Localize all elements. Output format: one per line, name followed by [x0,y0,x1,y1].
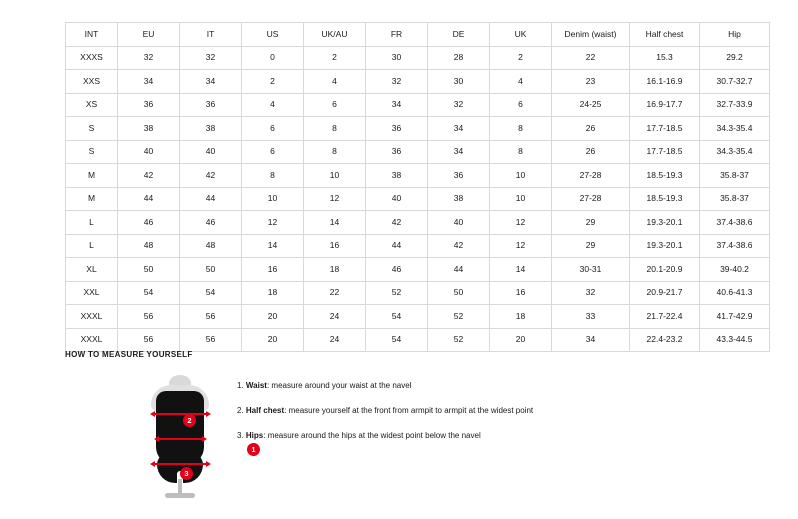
table-cell: 54 [118,281,180,305]
table-cell: 15.3 [630,46,700,70]
table-header-cell: US [242,23,304,47]
table-cell: 17.7-18.5 [630,117,700,141]
table-cell: 18.5-19.3 [630,187,700,211]
table-cell: 50 [118,258,180,282]
table-row [66,281,770,305]
table-cell: 27-28 [552,187,630,211]
table-row [66,46,770,70]
table-cell: 32 [366,70,428,94]
measure-note-text: : measure around the hips at the widest point below the navel [263,431,481,440]
table-row [66,93,770,117]
table-row [66,187,770,211]
table-row [66,258,770,282]
table-cell: 14 [490,258,552,282]
table-cell: 19.3-20.1 [630,211,700,235]
table-cell: 23 [552,70,630,94]
table-row [66,211,770,235]
table-cell: 8 [242,164,304,188]
table-cell: XXS [66,70,118,94]
table-cell: 34 [366,93,428,117]
table-cell: 54 [366,328,428,352]
table-cell: 4 [242,93,304,117]
badge-waist: 1 [247,443,260,456]
table-cell: 16 [490,281,552,305]
table-cell: 10 [490,164,552,188]
measure-note-text: : measure around your waist at the navel [266,381,412,390]
table-cell: 20.1-20.9 [630,258,700,282]
table-cell: 14 [242,234,304,258]
table-cell: 12 [490,234,552,258]
table-cell: 29 [552,211,630,235]
table-cell: M [66,187,118,211]
table-cell: 4 [304,70,366,94]
table-cell: 30 [428,70,490,94]
table-cell: 37.4-38.6 [700,234,770,258]
table-header-cell: IT [180,23,242,47]
measure-note-text: : measure yourself at the front from armpit to armpit at the widest point [284,406,534,415]
table-cell: 12 [242,211,304,235]
badge-half-chest: 2 [183,414,196,427]
table-cell: 22.4-23.2 [630,328,700,352]
table-cell: 20 [490,328,552,352]
size-chart-table-wrapper [65,22,753,352]
hip-measure-line [153,463,207,465]
table-cell: L [66,211,118,235]
table-header-cell: UK/AU [304,23,366,47]
measure-note-number: 3. [237,431,244,440]
table-cell: 56 [180,305,242,329]
table-header-cell: Denim (waist) [552,23,630,47]
mannequin-stand-base [165,493,195,498]
table-cell: 41.7-42.9 [700,305,770,329]
table-cell: 30 [366,46,428,70]
waist-arrow-right-icon [202,436,207,442]
table-cell: 44 [428,258,490,282]
measure-note-number: 1. [237,381,244,390]
table-cell: 50 [180,258,242,282]
table-cell: 24-25 [552,93,630,117]
table-cell: 20.9-21.7 [630,281,700,305]
table-cell: 36 [118,93,180,117]
table-row [66,140,770,164]
table-cell: 56 [118,305,180,329]
table-cell: 10 [490,187,552,211]
table-header-cell: UK [490,23,552,47]
table-cell: 50 [428,281,490,305]
table-cell: 40 [180,140,242,164]
table-cell: 8 [304,140,366,164]
half-chest-arrow-left-icon [150,411,155,417]
table-cell: 20 [242,328,304,352]
table-cell: 8 [490,140,552,164]
hip-arrow-right-icon [206,461,211,467]
measure-note [237,406,733,416]
table-cell: 16 [242,258,304,282]
table-cell: 26 [552,117,630,141]
table-row [66,117,770,141]
table-cell: XXL [66,281,118,305]
table-body [66,46,770,352]
how-to-measure-section [65,350,733,496]
table-cell: 36 [180,93,242,117]
table-cell: 2 [242,70,304,94]
measure-note-term: Half chest [245,406,285,415]
table-cell: 40 [366,187,428,211]
table-row [66,328,770,352]
table-cell: 40 [428,211,490,235]
table-cell: 18.5-19.3 [630,164,700,188]
table-cell: 29.2 [700,46,770,70]
table-cell: 44 [366,234,428,258]
table-cell: 30-31 [552,258,630,282]
hip-arrow-left-icon [150,461,155,467]
table-cell: 10 [242,187,304,211]
table-cell: 18 [490,305,552,329]
table-cell: XS [66,93,118,117]
table-cell: 54 [180,281,242,305]
table-cell: S [66,117,118,141]
table-cell: 46 [180,211,242,235]
table-header-row [66,23,770,47]
measure-note [237,431,733,441]
table-cell: 46 [366,258,428,282]
measure-note [237,381,733,391]
size-chart-table [65,22,770,352]
table-cell: 38 [366,164,428,188]
table-cell: 36 [428,164,490,188]
table-cell: 18 [242,281,304,305]
table-cell: 6 [490,93,552,117]
table-cell: 12 [304,187,366,211]
table-cell: 44 [180,187,242,211]
half-chest-measure-line [153,413,207,415]
table-cell: 35.8-37 [700,164,770,188]
half-chest-arrow-right-icon [206,411,211,417]
measure-note-term: Hips [245,431,264,440]
table-cell: 37.4-38.6 [700,211,770,235]
table-cell: 24 [304,328,366,352]
table-cell: 34 [428,140,490,164]
table-cell: L [66,234,118,258]
table-cell: M [66,164,118,188]
waist-measure-line [157,438,203,440]
table-cell: XXXS [66,46,118,70]
table-cell: 38 [118,117,180,141]
table-cell: 52 [428,305,490,329]
waist-arrow-left-icon [154,436,159,442]
badge-hips: 3 [180,467,193,480]
table-cell: 34.3-35.4 [700,117,770,141]
table-cell: 18 [304,258,366,282]
table-cell: 21.7-22.4 [630,305,700,329]
table-cell: 36 [366,140,428,164]
table-cell: 43.3-44.5 [700,328,770,352]
table-cell: XXXL [66,328,118,352]
table-header-cell: EU [118,23,180,47]
table-cell: 16 [304,234,366,258]
table-cell: 32 [180,46,242,70]
table-cell: 48 [180,234,242,258]
table-cell: 52 [366,281,428,305]
table-cell: 56 [180,328,242,352]
table-cell: 54 [366,305,428,329]
table-cell: 34 [552,328,630,352]
table-cell: 42 [428,234,490,258]
table-cell: 34 [180,70,242,94]
table-cell: 35.8-37 [700,187,770,211]
table-cell: 56 [118,328,180,352]
table-cell: 42 [180,164,242,188]
table-cell: 10 [304,164,366,188]
table-cell: 32 [552,281,630,305]
table-cell: 44 [118,187,180,211]
table-row [66,164,770,188]
table-cell: 48 [118,234,180,258]
how-to-measure-body [65,371,733,496]
table-cell: S [66,140,118,164]
table-cell: XXXL [66,305,118,329]
how-to-measure-title: HOW TO MEASURE YOURSELF [65,350,193,359]
table-cell: 0 [242,46,304,70]
table-cell: 17.7-18.5 [630,140,700,164]
table-cell: 27-28 [552,164,630,188]
table-cell: 22 [552,46,630,70]
table-cell: 6 [242,140,304,164]
table-cell: 33 [552,305,630,329]
table-cell: 32 [118,46,180,70]
table-cell: 16.1-16.9 [630,70,700,94]
table-header-cell: FR [366,23,428,47]
table-cell: 34 [118,70,180,94]
table-cell: 4 [490,70,552,94]
table-cell: 6 [242,117,304,141]
table-cell: 2 [304,46,366,70]
measure-note-number: 2. [237,406,244,415]
table-cell: 40.6-41.3 [700,281,770,305]
table-cell: 12 [490,211,552,235]
table-header-cell: DE [428,23,490,47]
table-cell: 14 [304,211,366,235]
measure-note-term: Waist [245,381,267,390]
table-cell: 38 [428,187,490,211]
table-cell: 42 [118,164,180,188]
table-cell: 42 [366,211,428,235]
table-cell: 52 [428,328,490,352]
table-cell: 36 [366,117,428,141]
table-header-cell: Hip [700,23,770,47]
table-cell: 28 [428,46,490,70]
table-cell: 19.3-20.1 [630,234,700,258]
table-cell: XL [66,258,118,282]
table-row [66,70,770,94]
mannequin-figure [123,375,181,493]
table-cell: 22 [304,281,366,305]
table-cell: 34 [428,117,490,141]
table-cell: 20 [242,305,304,329]
table-row [66,234,770,258]
measure-notes-list [237,371,733,456]
table-cell: 29 [552,234,630,258]
table-header-cell: Half chest [630,23,700,47]
table-cell: 32 [428,93,490,117]
table-cell: 46 [118,211,180,235]
table-cell: 26 [552,140,630,164]
table-cell: 34.3-35.4 [700,140,770,164]
table-row [66,305,770,329]
table-cell: 39-40.2 [700,258,770,282]
table-cell: 6 [304,93,366,117]
table-cell: 8 [304,117,366,141]
table-cell: 8 [490,117,552,141]
table-cell: 2 [490,46,552,70]
table-cell: 16.9-17.7 [630,93,700,117]
table-cell: 40 [118,140,180,164]
table-cell: 30.7-32.7 [700,70,770,94]
table-cell: 38 [180,117,242,141]
table-header-cell: INT [66,23,118,47]
table-cell: 32.7-33.9 [700,93,770,117]
table-cell: 24 [304,305,366,329]
